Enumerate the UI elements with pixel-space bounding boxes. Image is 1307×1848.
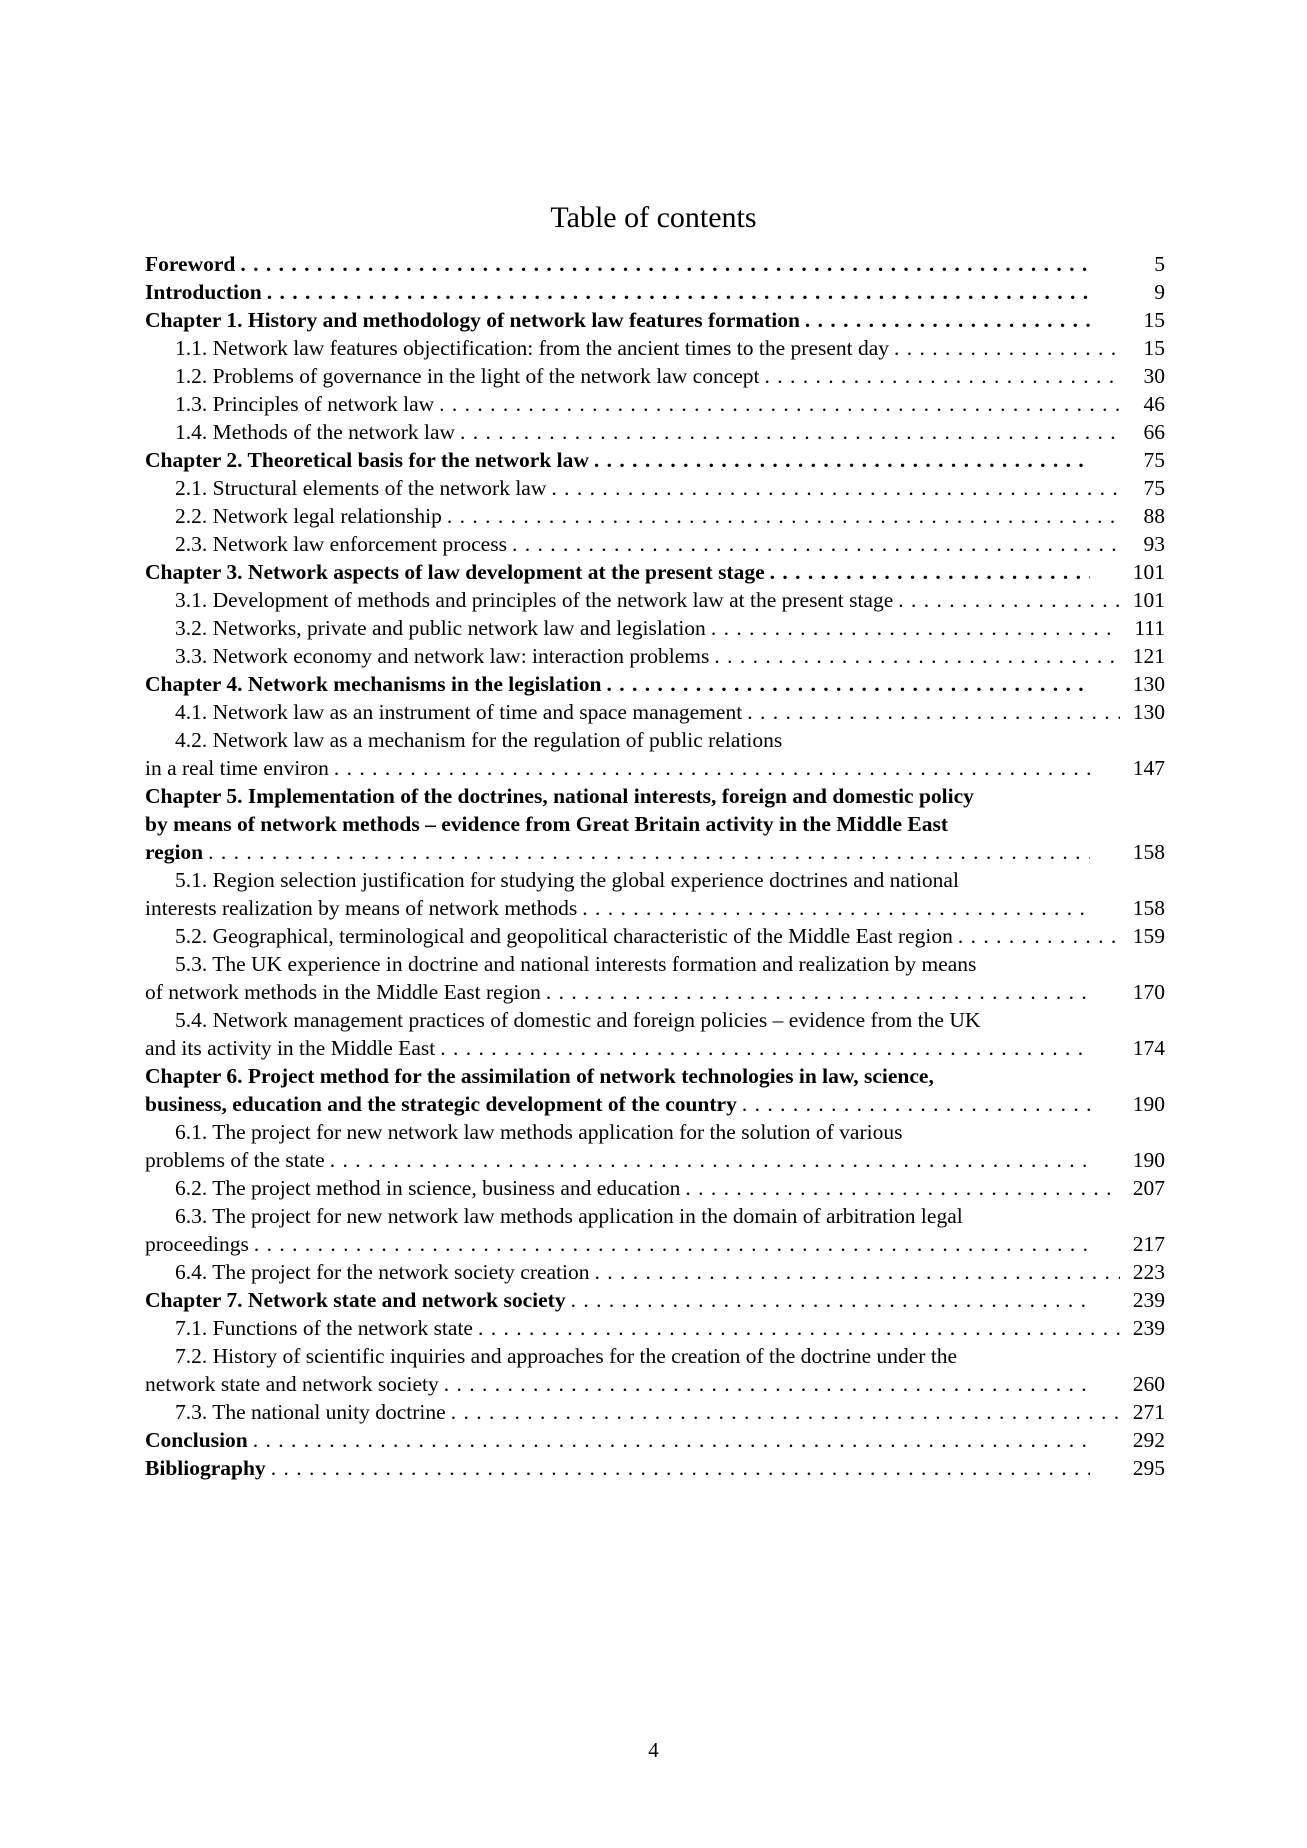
dot-leader [577,894,1090,922]
toc-page-number: 190 [1132,1092,1165,1116]
toc-entry-title: 7.1. Functions of the network state [175,1316,473,1340]
toc-entry-title-line: Chapter 5. Implementation of the doctrines, national interests, foreign and domestic policy [145,784,974,808]
dot-leader [893,586,1120,614]
toc-page-number: 111 [1134,616,1165,640]
dot-leader [507,530,1120,558]
toc-entry-title: Bibliography [145,1456,266,1480]
toc-entry-title: 2.3. Network law enforcement process [175,532,507,556]
toc-page-number: 170 [1132,980,1165,1004]
toc-entry-title-line: in a real time environ [145,756,329,780]
toc-entry-title: Conclusion [145,1428,248,1452]
toc-page-number: 9 [1154,280,1165,304]
toc-entry-title: 6.2. The project method in science, business and education [175,1176,681,1200]
dot-leader [760,362,1120,390]
toc-entry-section-5-2[interactable] [145,922,1165,950]
toc-page-number: 101 [1132,560,1165,584]
toc-page-number: 88 [1143,504,1165,528]
toc-page-number: 158 [1132,840,1165,864]
page-number: 4 [648,1738,659,1762]
toc-entry-title: 1.4. Methods of the network law [175,420,456,444]
dot-leader [590,1258,1120,1286]
toc-entry-chapter-7[interactable] [145,1286,1165,1314]
toc-entry-bibliography[interactable] [145,1454,1165,1482]
toc-page-number: 130 [1132,700,1165,724]
toc-entry-title-line: problems of the state [145,1148,325,1172]
toc-page-number: 121 [1132,644,1165,668]
toc-entry-foreword[interactable] [145,250,1165,278]
toc-entry-chapter-4[interactable] [145,670,1165,698]
toc-page-number: 239 [1132,1288,1165,1312]
toc-entry-title: Chapter 1. History and methodology of network law features formation [145,308,800,332]
toc-page-number: 174 [1132,1036,1165,1060]
dot-leader [680,1174,1120,1202]
toc-entry-title: 3.1. Development of methods and principles of the network law at the present stage [175,588,894,612]
toc-entry-title-line: Chapter 6. Project method for the assimilation of network technologies in law, science, [145,1064,934,1088]
toc-page-number: 239 [1132,1316,1165,1340]
toc-entry-section-1-2[interactable] [145,362,1165,390]
toc-entry-section-2-2[interactable] [145,502,1165,530]
toc-page-number: 66 [1143,420,1165,444]
dot-leader [446,1398,1120,1426]
toc-entry-title: Foreword [145,252,236,276]
toc-entry-title-line: and its activity in the Middle East [145,1036,436,1060]
toc-page-number: 101 [1132,588,1165,612]
toc-page-number: 75 [1143,448,1165,472]
toc-entry-section-3-3[interactable] [145,642,1165,670]
toc-page-number: 207 [1132,1176,1165,1200]
toc-entry-section-1-3[interactable] [145,390,1165,418]
toc-entry-title-line: region [145,840,204,864]
toc-entry-title: 1.1. Network law features objectification: from the ancient times to the present day [175,336,890,360]
dot-leader [249,1230,1090,1258]
toc-entry-title-line: network state and network society [145,1372,439,1396]
dot-leader [235,250,1090,278]
toc-entry-title-line: 6.1. The project for new network law methods application for the solution of various [175,1120,903,1144]
toc-page-number: 260 [1132,1372,1165,1396]
dot-leader [266,1454,1090,1482]
toc-entry-title-line: 5.3. The UK experience in doctrine and national interests formation and realization by means [175,952,977,976]
toc-entry-chapter-2[interactable] [145,446,1165,474]
toc-entry-introduction[interactable] [145,278,1165,306]
toc-entry-section-5-4[interactable] [145,1006,1165,1062]
toc-entry-section-4-2[interactable] [145,726,1165,782]
dot-leader [203,838,1090,866]
toc-entry-section-6-2[interactable] [145,1174,1165,1202]
toc-entry-section-6-1[interactable] [145,1118,1165,1174]
toc-entry-section-6-4[interactable] [145,1258,1165,1286]
toc-entry-title-line: 4.2. Network law as a mechanism for the regulation of public relations [175,728,783,752]
dot-leader [589,446,1090,474]
dot-leader [953,922,1120,950]
dot-leader [765,558,1090,586]
toc-page-number: 93 [1143,532,1165,556]
toc-entry-title-line: business, education and the strategic development of the country [145,1092,737,1116]
toc-entry-section-7-1[interactable] [145,1314,1165,1342]
toc-entry-title-line: by means of network methods – evidence from Great Britain activity in the Middle East [145,812,948,836]
table-of-contents [145,250,1165,1482]
toc-page-number: 15 [1143,336,1165,360]
dot-leader [329,754,1090,782]
toc-entry-chapter-6[interactable] [145,1062,1165,1118]
dot-leader [435,1034,1090,1062]
dot-leader [248,1426,1090,1454]
toc-entry-title: 3.3. Network economy and network law: interaction problems [175,644,710,668]
toc-entry-title: 6.4. The project for the network society creation [175,1260,590,1284]
toc-entry-title: 1.2. Problems of governance in the light of the network law concept [175,364,760,388]
toc-entry-title-line: 7.2. History of scientific inquiries and approaches for the creation of the doctrine under the [175,1344,958,1368]
toc-entry-title: Chapter 2. Theoretical basis for the network law [145,448,589,472]
toc-entry-title: Introduction [145,280,262,304]
toc-page-number: 75 [1143,476,1165,500]
toc-entry-chapter-3[interactable] [145,558,1165,586]
page-title: Table of contents [550,201,757,235]
toc-entry-section-3-1[interactable] [145,586,1165,614]
toc-entry-title: Chapter 3. Network aspects of law development at the present stage [145,560,765,584]
dot-leader [742,698,1120,726]
toc-entry-section-7-2[interactable] [145,1342,1165,1398]
toc-entry-title: 2.1. Structural elements of the network law [175,476,547,500]
dot-leader [473,1314,1120,1342]
toc-page-number: 159 [1132,924,1165,948]
toc-page-number: 46 [1143,392,1165,416]
toc-page-number: 158 [1132,896,1165,920]
dot-leader [546,474,1120,502]
toc-page-number: 5 [1154,252,1165,276]
toc-entry-title: 1.3. Principles of network law [175,392,435,416]
dot-leader [737,1090,1090,1118]
toc-entry-section-1-1[interactable] [145,334,1165,362]
dot-leader [455,418,1120,446]
toc-page-number: 147 [1132,756,1165,780]
toc-entry-section-7-3[interactable] [145,1398,1165,1426]
toc-entry-title-line: 5.1. Region selection justification for studying the global experience doctrines and national [175,868,959,892]
dot-leader [601,670,1090,698]
toc-entry-chapter-5[interactable] [145,782,1165,866]
toc-entry-section-1-4[interactable] [145,418,1165,446]
dot-leader [325,1146,1090,1174]
dot-leader [706,614,1120,642]
toc-page-number: 190 [1132,1148,1165,1172]
dot-leader [889,334,1120,362]
toc-entry-section-2-1[interactable] [145,474,1165,502]
toc-entry-title-line: proceedings [145,1232,249,1256]
toc-entry-chapter-1[interactable] [145,306,1165,334]
dot-leader [434,390,1120,418]
toc-page-number: 15 [1143,308,1165,332]
toc-entry-title-line: interests realization by means of network methods [145,896,578,920]
toc-page-number: 295 [1132,1456,1165,1480]
toc-entry-title: 5.2. Geographical, terminological and geopolitical characteristic of the Middle East region [175,924,953,948]
toc-entry-title-line: 5.4. Network management practices of domestic and foreign policies – evidence from the UK [175,1008,981,1032]
dot-leader [541,978,1090,1006]
dot-leader [800,306,1090,334]
dot-leader [566,1286,1090,1314]
toc-entry-title: 3.2. Networks, private and public network law and legislation [175,616,706,640]
toc-entry-title-line: 6.3. The project for new network law methods application in the domain of arbitration legal [175,1204,963,1228]
toc-entry-section-2-3[interactable] [145,530,1165,558]
toc-entry-title: Chapter 7. Network state and network society [145,1288,566,1312]
toc-entry-title: 7.3. The national unity doctrine [175,1400,446,1424]
toc-entry-section-5-1[interactable] [145,866,1165,922]
dot-leader [262,278,1090,306]
toc-entry-conclusion[interactable] [145,1426,1165,1454]
toc-page-number: 217 [1132,1232,1165,1256]
toc-entry-section-5-3[interactable] [145,950,1165,1006]
toc-entry-section-3-2[interactable] [145,614,1165,642]
dot-leader [442,502,1120,530]
toc-entry-title: 4.1. Network law as an instrument of time and space management [175,700,743,724]
dot-leader [439,1370,1090,1398]
toc-page-number: 292 [1132,1428,1165,1452]
toc-entry-section-4-1[interactable] [145,698,1165,726]
toc-entry-title: Chapter 4. Network mechanisms in the legislation [145,672,602,696]
toc-entry-title: 2.2. Network legal relationship [175,504,442,528]
dot-leader [709,642,1120,670]
toc-page-number: 271 [1132,1400,1165,1424]
toc-page-number: 223 [1132,1260,1165,1284]
toc-page-number: 30 [1143,364,1165,388]
toc-page-number: 130 [1132,672,1165,696]
toc-entry-title-line: of network methods in the Middle East region [145,980,541,1004]
toc-entry-section-6-3[interactable] [145,1202,1165,1258]
